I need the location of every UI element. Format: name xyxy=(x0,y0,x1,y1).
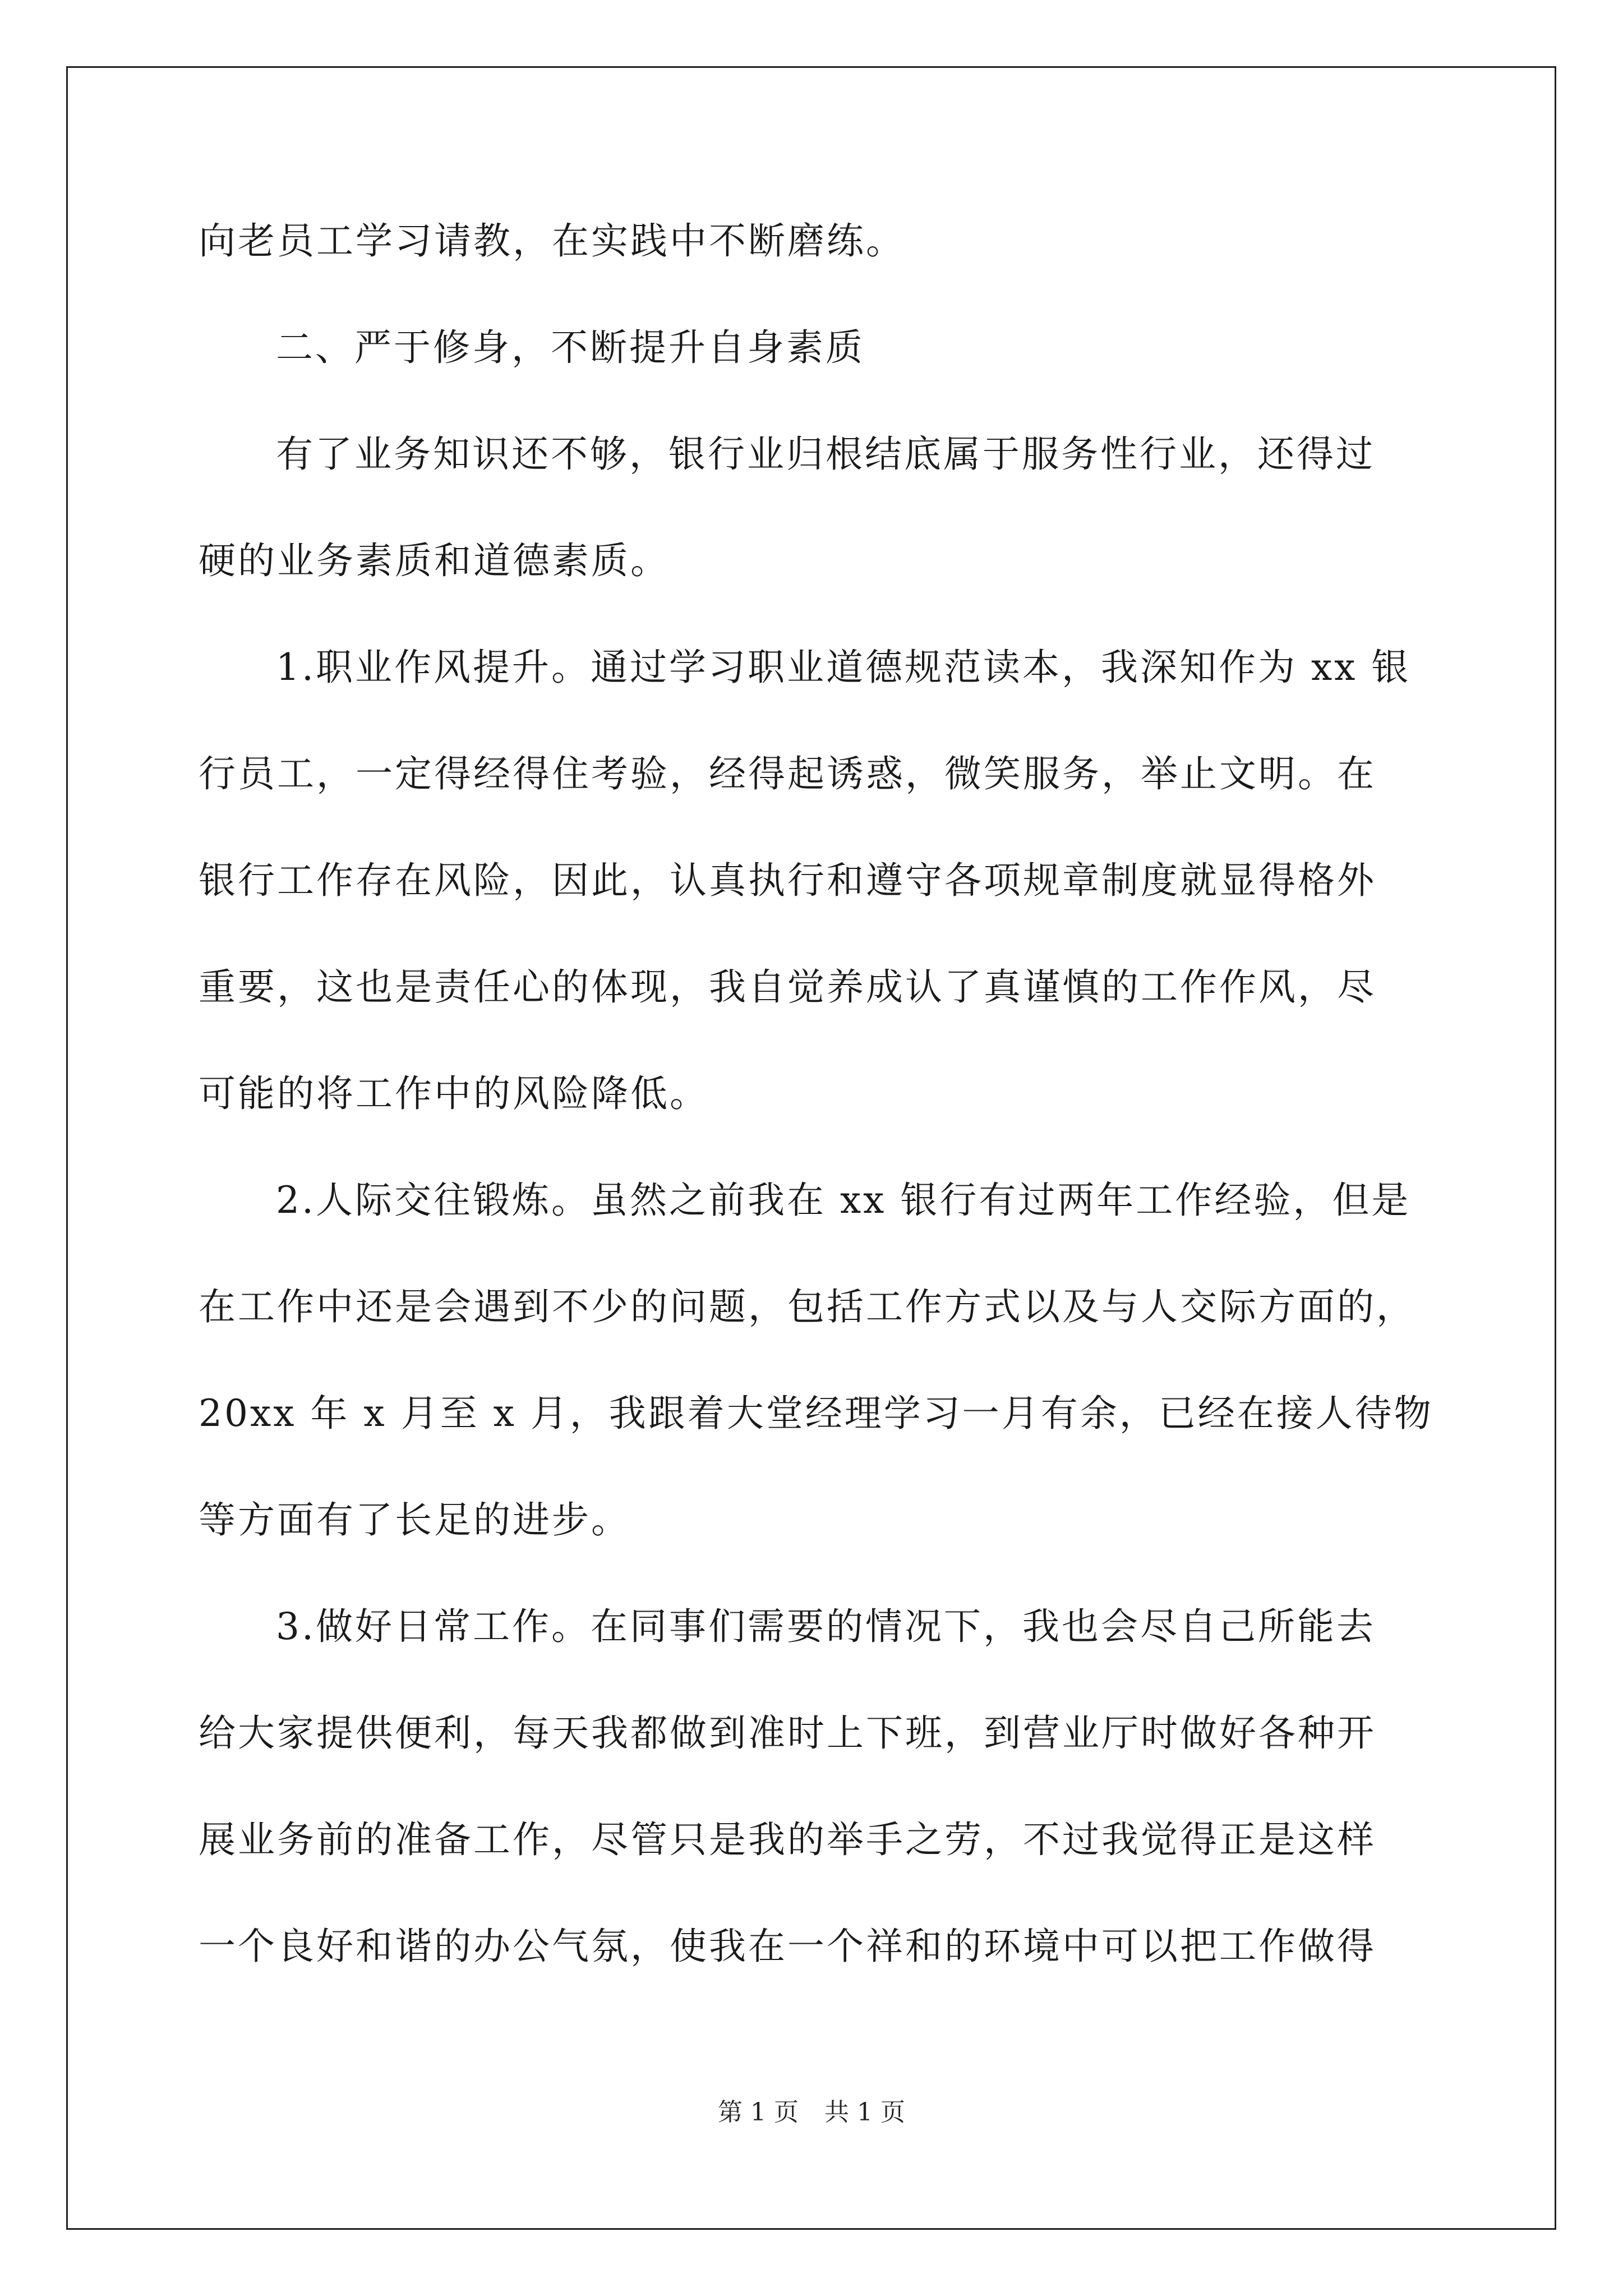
body-line-3: 有了业务知识还不够，银行业归根结底属于服务性行业，还得过 xyxy=(276,432,1375,476)
body-line-8: 重要，这也是责任心的体现，我自觉养成认了真谨慎的工作作风，尽 xyxy=(199,965,1376,1009)
body-line-17: 一个良好和谐的办公气氛，使我在一个祥和的环境中可以把工作做得 xyxy=(199,1925,1376,1968)
body-line-13: 等方面有了长足的进步。 xyxy=(199,1498,630,1542)
body-line-1: 向老员工学习请教，在实践中不断磨练。 xyxy=(199,219,905,263)
body-line-4: 硬的业务素质和道德素质。 xyxy=(199,539,670,582)
body-line-15: 给大家提供便利，每天我都做到准时上下班，到营业厅时做好各种开 xyxy=(199,1711,1376,1755)
section-heading: 二、严于修身，不断提升自身素质 xyxy=(276,326,865,369)
page-footer xyxy=(0,2097,1623,2128)
body-line-14: 3.做好日常工作。在同事们需要的情况下，我也会尽自己所能去 xyxy=(276,1605,1376,1648)
body-line-6: 行员工，一定得经得住考验，经得起诱惑，微笑服务，举止文明。在 xyxy=(199,752,1376,795)
page-border xyxy=(66,66,1556,2230)
body-line-16: 展业务前的准备工作，尽管只是我的举手之劳，不过我觉得正是这样 xyxy=(199,1818,1376,1861)
page-number-current: 第 1 页 xyxy=(718,2098,799,2127)
body-line-7: 银行工作存在风险，因此，认真执行和遵守各项规章制度就显得格外 xyxy=(199,859,1376,902)
body-line-12: 20xx 年 x 月至 x 月，我跟着大堂经理学习一月有余，已经在接人待物 xyxy=(199,1392,1433,1435)
body-line-11: 在工作中还是会遇到不少的问题，包括工作方式以及与人交际方面的， xyxy=(199,1285,1415,1328)
body-line-9: 可能的将工作中的风险降低。 xyxy=(199,1072,709,1115)
page-number-total: 共 1 页 xyxy=(824,2098,905,2127)
body-line-5: 1.职业作风提升。通过学习职业道德规范读本，我深知作为 xx 银 xyxy=(276,646,1411,689)
body-line-10: 2.人际交往锻炼。虽然之前我在 xx 银行有过两年工作经验，但是 xyxy=(276,1179,1411,1222)
